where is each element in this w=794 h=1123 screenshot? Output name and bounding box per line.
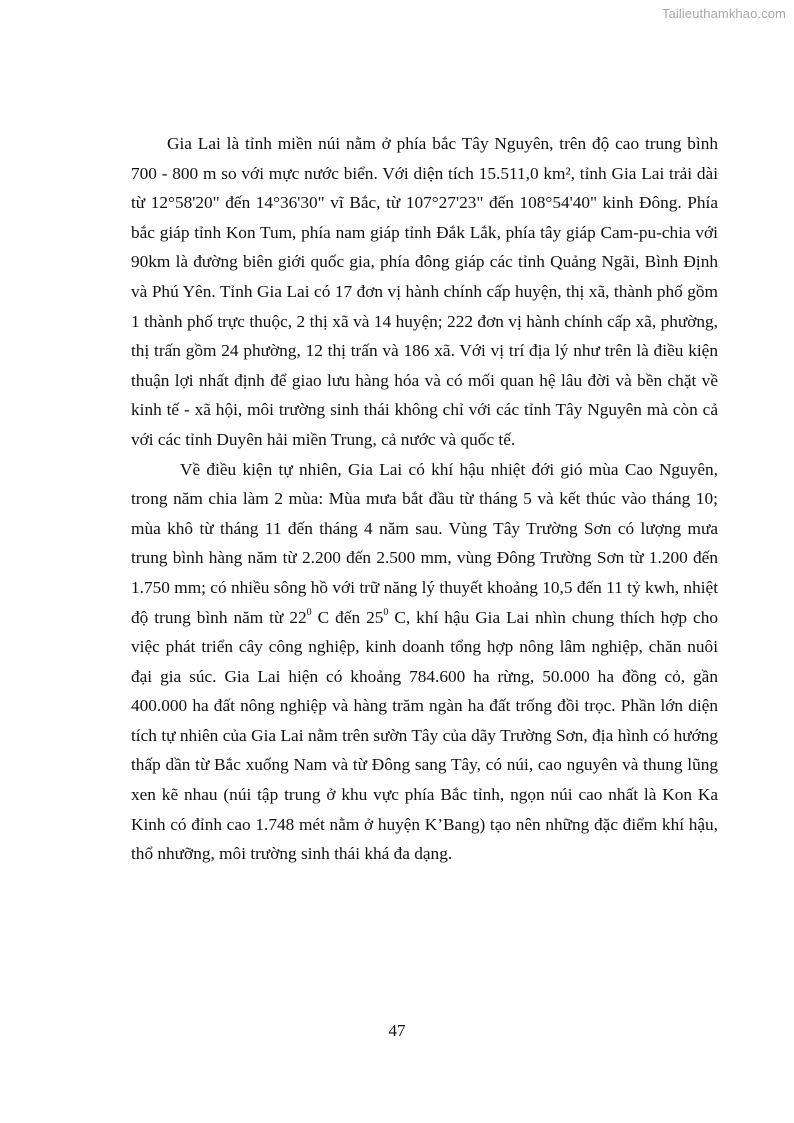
page-body: [131, 129, 718, 869]
paragraph-natural-conditions: [131, 455, 718, 869]
degree-superscript: 0: [383, 606, 389, 618]
paragraph-text-part: Về điều kiện tự nhiên, Gia Lai có khí hậu nhiệt đới gió mùa Cao Nguyên, trong năm chia làm 2 mùa: Mùa mưa bắt đầu từ tháng 5 và kết thúc vào tháng 10; mùa khô từ tháng 11 đến tháng 4 năm sau. Vùng Tây Trường Sơn có lượng mưa trung bình hàng năm từ 2.200 đến 2.500 mm, vùng Đông Trường Sơn từ 1.200 đến 1.750 mm; có nhiều sông hồ với trữ năng lý thuyết khoảng 10,5 đến 11 tỷ kwh, nhiệt độ trung bình năm từ 22: [131, 459, 718, 627]
degree-superscript: 0: [306, 606, 312, 618]
page-number: 47: [388, 1021, 406, 1040]
paragraph-text-part: C đến 25: [311, 607, 384, 627]
paragraph-text-part: C, khí hậu Gia Lai nhìn chung thích hợp cho việc phát triển cây công nghiệp, kinh doanh tổng hợp nông lâm nghiệp, chăn nuôi đại gia súc. Gia Lai hiện có khoảng 784.600 ha rừng, 50.000 ha đồng cỏ, gần 400.000 ha đất nông nghiệp và hàng trăm ngàn ha đất trống đồi trọc. Phần lớn diện tích tự nhiên của Gia Lai nằm trên sườn Tây của dãy Trường Sơn, địa hình có hướng thấp dần từ Bắc xuống Nam và từ Đông sang Tây, có núi, cao nguyên và thung lũng xen kẽ nhau (núi tập trung ở khu vực phía Bắc tỉnh, ngọn núi cao nhất là Kon Ka Kinh có đỉnh cao 1.748 mét nằm ở huyện K’Bang) tạo nên những đặc điểm khí hậu, thổ nhưỡng, môi trường sinh thái khá đa dạng.: [131, 607, 718, 864]
paragraph-location: Gia Lai là tỉnh miền núi nằm ở phía bắc Tây Nguyên, trên độ cao trung bình 700 - 800 m so với mực nước biển. Với diện tích 15.511,0 km², tỉnh Gia Lai trải dài từ 12°58'20" đến 14°36'30" vĩ Bắc, từ 107°27'23" đến 108°54'40" kinh Đông. Phía bắc giáp tỉnh Kon Tum, phía nam giáp tỉnh Đắk Lắk, phía tây giáp Cam-pu-chia với 90km là đường biên giới quốc gia, phía đông giáp các tỉnh Quảng Ngãi, Bình Định và Phú Yên. Tỉnh Gia Lai có 17 đơn vị hành chính cấp huyện, thị xã, thành phố gồm 1 thành phố trực thuộc, 2 thị xã và 14 huyện; 222 đơn vị hành chính cấp xã, phường, thị trấn gồm 24 phường, 12 thị trấn và 186 xã. Với vị trí địa lý như trên là điều kiện thuận lợi nhất định để giao lưu hàng hóa và có mối quan hệ lâu đời và bền chặt về kinh tế - xã hội, môi trường sinh thái không chỉ với các tỉnh Tây Nguyên mà còn cả với các tỉnh Duyên hải miền Trung, cả nước và quốc tế.: [131, 134, 718, 449]
watermark: Tailieuthamkhao.com: [661, 6, 786, 21]
